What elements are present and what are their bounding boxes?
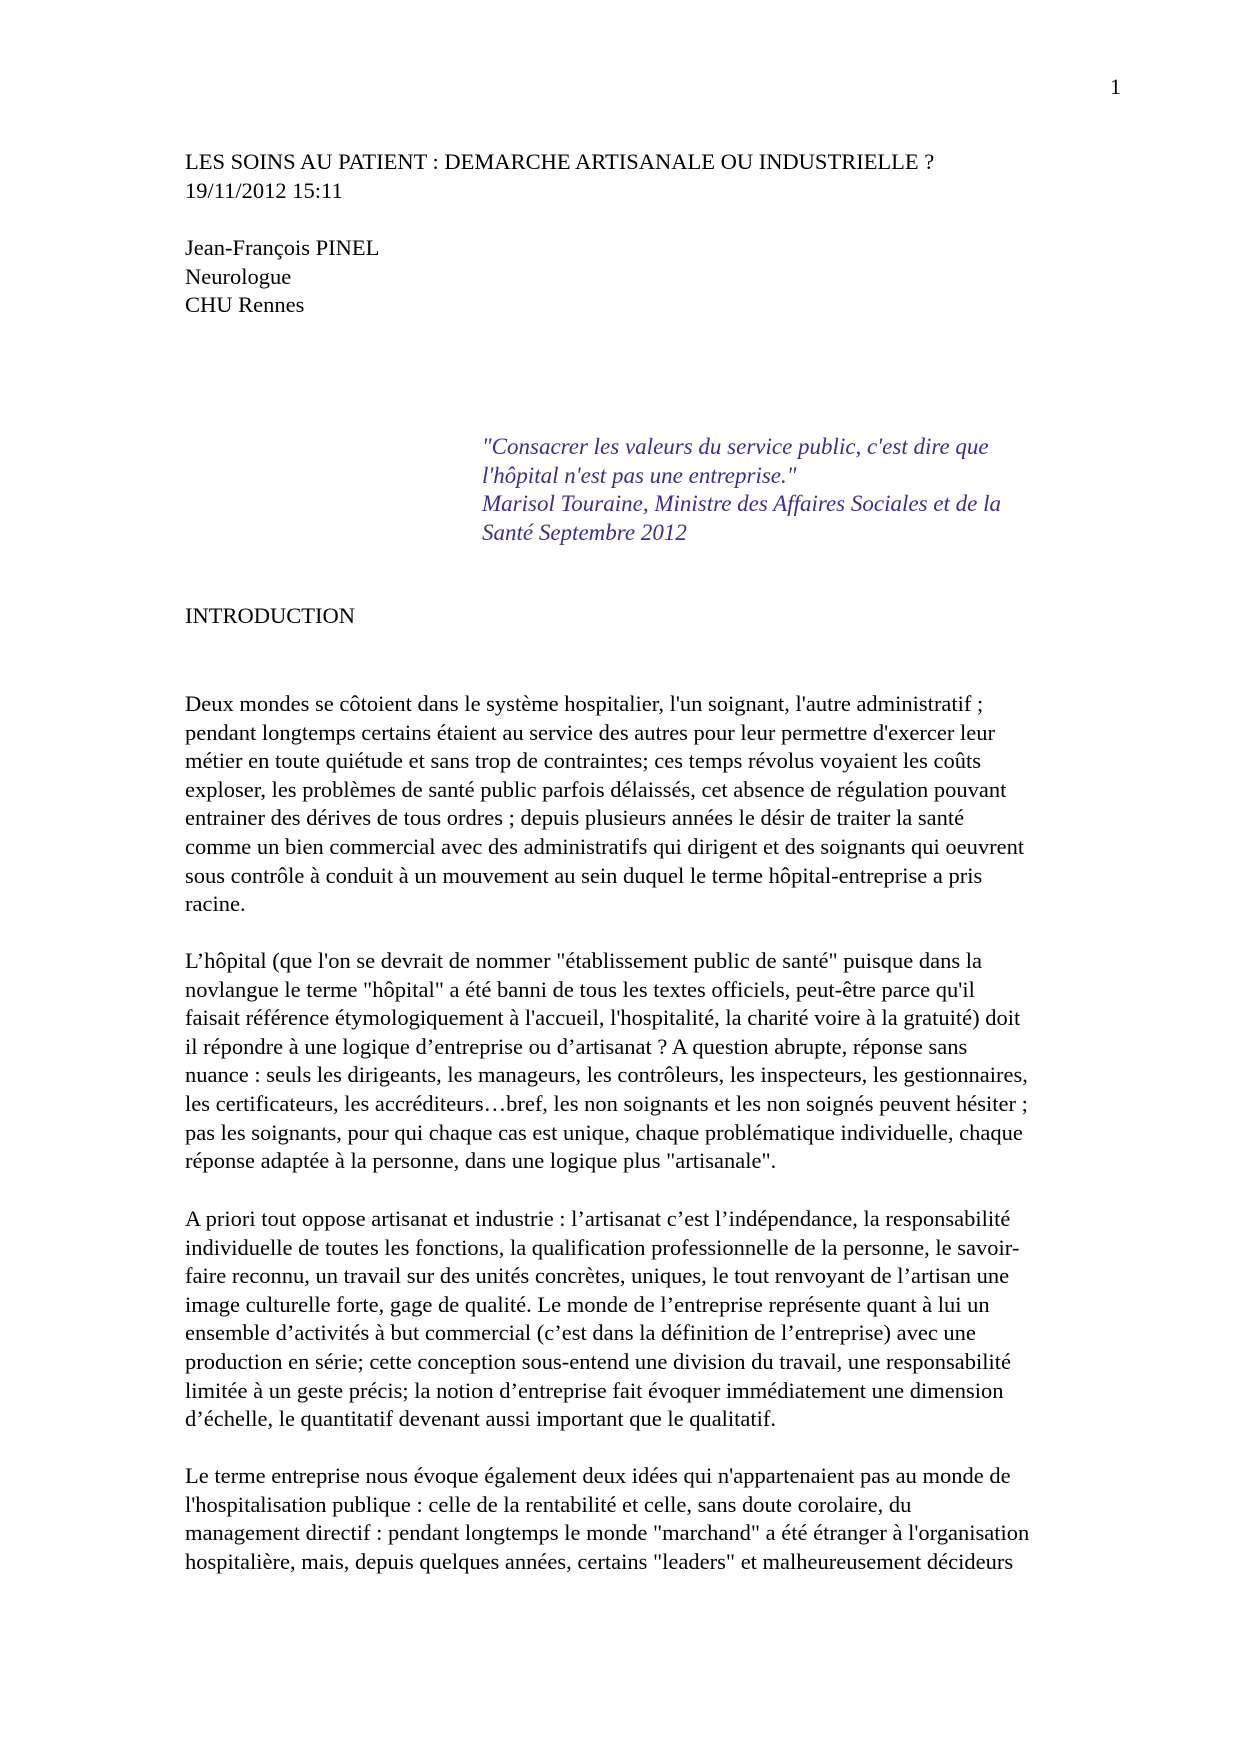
paragraph-line: pas les soignants, pour qui chaque cas est unique, chaque problématique individuelle, chaque <box>185 1119 1023 1145</box>
section-heading: INTRODUCTION <box>185 603 355 628</box>
paragraph-line: ensemble d’activités à but commercial (c’est dans la définition de l’entreprise) avec une <box>185 1320 976 1346</box>
paragraph-line: L’hôpital (que l'on se devrait de nommer "établissement public de santé" puisque dans la <box>185 948 983 973</box>
paragraph <box>185 690 1125 919</box>
paragraph-line: pendant longtemps certains étaient au service des autres pour leur permettre d'exercer leur <box>185 719 995 745</box>
paragraph-line: Le terme entreprise nous évoque également deux idées qui n'appartenaient pas au monde de <box>185 1463 1011 1488</box>
paragraph-line: hospitalière, mais, depuis quelques années, certains "leaders" et malheureusement décideurs <box>185 1548 1014 1574</box>
paragraph-line: production en série; cette conception sous-entend une division du travail, une responsabilité <box>185 1348 1012 1374</box>
paragraph-line: faisait référence étymologiquement à l'accueil, l'hospitalité, la charité voire à la gratuité) doit <box>185 1005 1021 1031</box>
paragraph-line: Deux mondes se côtoient dans le système hospitalier, l'un soignant, l'autre administratif ; <box>185 691 984 716</box>
document-header <box>185 148 1135 205</box>
document-title: LES SOINS AU PATIENT : DEMARCHE ARTISANALE OU INDUSTRIELLE ? <box>185 149 935 174</box>
epigraph-line: l'hôpital n'est pas une entreprise." <box>482 462 797 488</box>
paragraph-line: sous contrôle à conduit à un mouvement au sein duquel le terme hôpital-entreprise a pris <box>185 862 983 888</box>
paragraph-line: il répondre à une logique d’entreprise ou d’artisanat ? A question abrupte, réponse sans <box>185 1033 968 1059</box>
author-block <box>185 234 1135 320</box>
epigraph-line: Santé Septembre 2012 <box>482 519 687 545</box>
paragraph-line: racine. <box>185 891 246 917</box>
paragraph-line: l'hospitalisation publique : celle de la rentabilité et celle, sans doute corolaire, du <box>185 1491 912 1517</box>
epigraph-quote <box>482 433 1142 547</box>
author-name: Jean-François PINEL <box>185 235 380 260</box>
paragraph-line: entrainer des dérives de tous ordres ; depuis plusieurs années le désir de traiter la santé <box>185 805 965 831</box>
paragraph-line: réponse adaptée à la personne, dans une logique plus "artisanale". <box>185 1148 777 1174</box>
paragraph <box>185 1462 1125 1576</box>
paragraph-line: A priori tout oppose artisanat et industrie : l’artisanat c’est l’indépendance, la responsabilité <box>185 1206 1011 1231</box>
page-number: 1 <box>1110 74 1121 99</box>
paragraph <box>185 1205 1125 1434</box>
author-role: Neurologue <box>185 263 292 289</box>
paragraph-line: comme un bien commercial avec des administratifs qui dirigent et des soignants qui oeuvrent <box>185 833 1025 859</box>
document-datetime: 19/11/2012 15:11 <box>185 177 343 203</box>
paragraph-line: les certificateurs, les accréditeurs…bref, les non soignants et les non soignés peuvent hésiter ; <box>185 1090 1028 1116</box>
paragraph-line: limitée à un geste précis; la notion d’entreprise fait évoquer immédiatement une dimension <box>185 1377 1004 1403</box>
paragraph-line: exploser, les problèmes de santé public parfois délaissés, cet absence de régulation pouvant <box>185 776 1007 802</box>
paragraph-line: d’échelle, le quantitatif devenant aussi important que le qualitatif. <box>185 1406 777 1432</box>
epigraph-line: Marisol Touraine, Ministre des Affaires Sociales et de la <box>482 491 1001 516</box>
paragraph-line: novlangue le terme "hôpital" a été banni de tous les textes officiels, peut-être parce qu'il <box>185 976 975 1002</box>
epigraph-line: "Consacrer les valeurs du service public, c'est dire que <box>482 434 989 459</box>
author-affiliation: CHU Rennes <box>185 292 305 317</box>
paragraph-line: métier en toute quiétude et sans trop de contraintes; ces temps révolus voyaient les coûts <box>185 748 982 774</box>
paragraph-line: image culturelle forte, gage de qualité. Le monde de l’entreprise représente quant à lui un <box>185 1291 990 1317</box>
paragraph-line: individuelle de toutes les fonctions, la qualification professionnelle de la personne, le savoir- <box>185 1234 1020 1260</box>
paragraph-line: nuance : seuls les dirigeants, les manageurs, les contrôleurs, les inspecteurs, les gestionnaires, <box>185 1062 1028 1088</box>
paragraph-line: faire reconnu, un travail sur des unités concrètes, uniques, le tout renvoyant de l’artisan une <box>185 1263 1010 1289</box>
paragraph-line: management directif : pendant longtemps le monde "marchand" a été étranger à l'organisation <box>185 1520 1030 1546</box>
paragraph <box>185 947 1125 1176</box>
